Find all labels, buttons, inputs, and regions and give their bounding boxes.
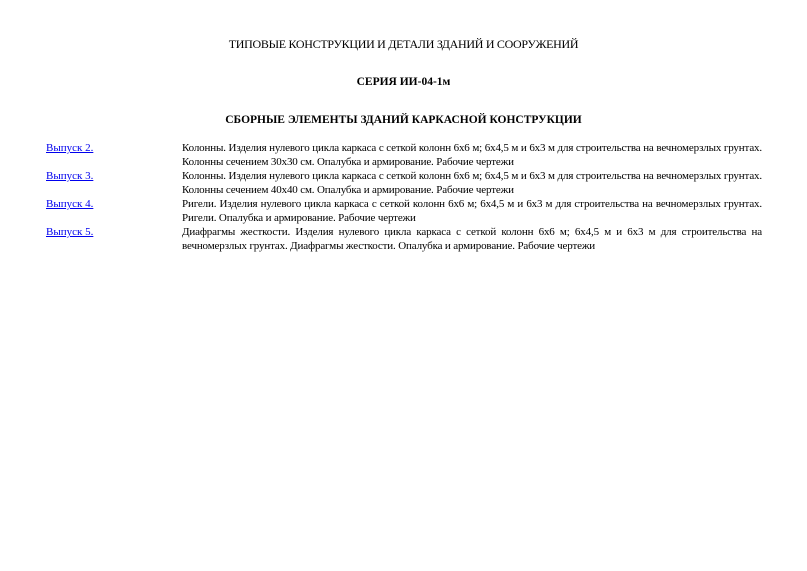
issue-link-5[interactable]: Выпуск 5. <box>46 226 94 238</box>
issue-description-4: Ригели. Изделия нулевого цикла каркаса с сеткой колонн 6х6 м; 6х4,5 м и 6х3 м для строительства на вечномерзлых грунтах. Ригели. Опалубка и армирование. Рабочие чертежи <box>182 198 762 224</box>
issue-row-4 <box>46 197 762 225</box>
section-title: СБОРНЫЕ ЭЛЕМЕНТЫ ЗДАНИЙ КАРКАСНОЙ КОНСТРУКЦИИ <box>225 114 582 126</box>
issue-description-2: Колонны. Изделия нулевого цикла каркаса с сеткой колонн 6х6 м; 6х4,5 м и 6х3 м для строительства на вечномерзлых грунтах. Колонны сечением 30х30 см. Опалубка и армирование. Рабочие чертежи <box>182 142 762 168</box>
issue-row-3 <box>46 169 762 197</box>
issue-row-5 <box>46 225 762 253</box>
issue-link-4[interactable]: Выпуск 4. <box>46 198 94 210</box>
issue-row-2 <box>46 141 762 169</box>
document-header: ТИПОВЫЕ КОНСТРУКЦИИ И ДЕТАЛИ ЗДАНИЙ И СООРУЖЕНИЙ <box>228 37 579 51</box>
issue-list <box>46 141 762 253</box>
issue-description-3: Колонны. Изделия нулевого цикла каркаса с сеткой колонн 6х6 м; 6х4,5 м и 6х3 м для строительства на вечномерзлых грунтах. Колонны сечением 40х40 см. Опалубка и армирование. Рабочие чертежи <box>182 170 762 196</box>
issue-link-2[interactable]: Выпуск 2. <box>46 142 94 154</box>
series-title: СЕРИЯ ИИ-04-1м <box>356 76 451 88</box>
issue-link-3[interactable]: Выпуск 3. <box>46 170 94 182</box>
issue-description-5: Диафрагмы жесткости. Изделия нулевого цикла каркаса с сеткой колонн 6х6 м; 6х4,5 м и 6х3 м для строительства на вечномерзлых грунтах. Диафрагмы жесткости. Опалубка и армирование. Рабочие чертежи <box>182 226 762 252</box>
